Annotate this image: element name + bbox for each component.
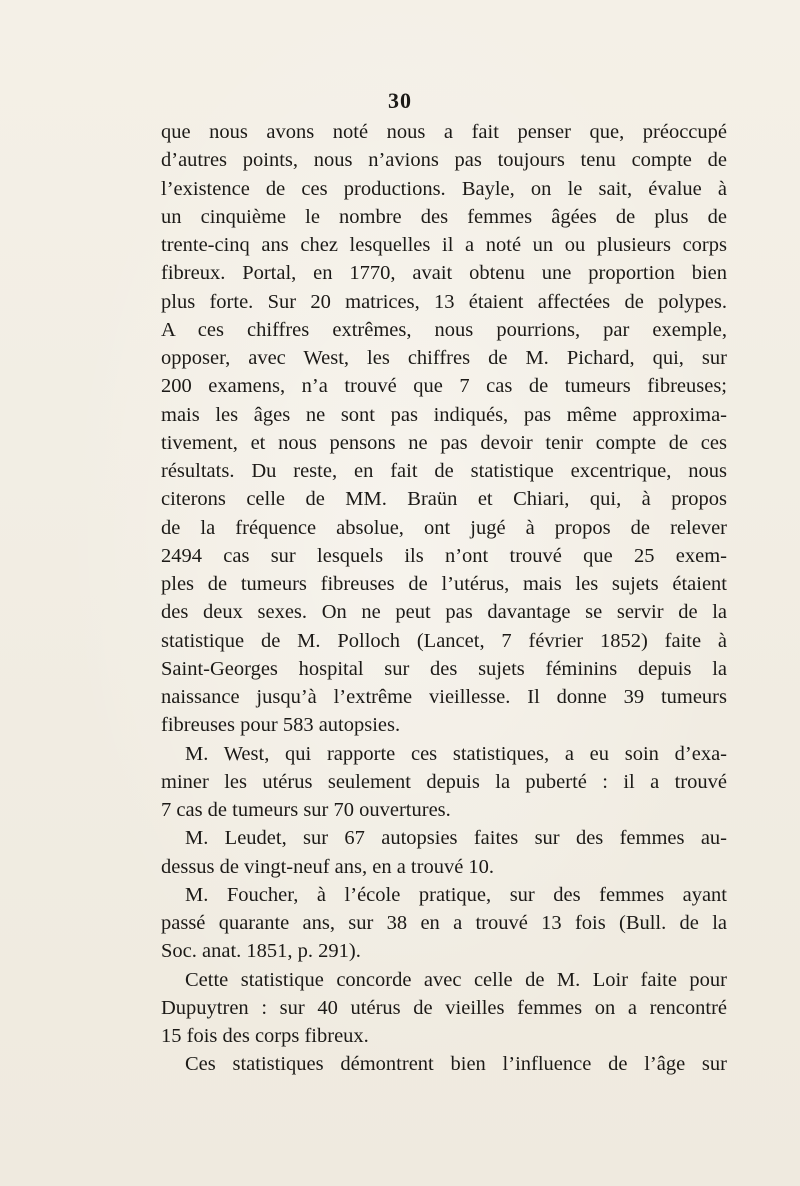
text-line: A ces chiffres extrêmes, nous pourrions, par exemple, [161, 318, 727, 341]
text-line: trente-cinq ans chez lesquelles il a noté un ou plusieurs corps [161, 234, 727, 256]
text-line: d’autres points, nous n’avions pas toujours tenu compte de [161, 149, 727, 172]
text-line: opposer, avec West, les chiffres de M. Pichard, qui, sur [161, 347, 727, 369]
text-line: ples de tumeurs fibreuses de l’utérus, mais les sujets étaient [161, 573, 727, 595]
text-line: des deux sexes. On ne peut pas davantage se servir de la [161, 601, 727, 624]
text-line: M. West, qui rapporte ces statistiques, a eu soin d’exa- [185, 742, 727, 765]
text-line: passé quarante ans, sur 38 en a trouvé 13 fois (Bull. de la [161, 912, 727, 934]
text-line: l’existence de ces productions. Bayle, on le sait, évalue à [161, 177, 727, 200]
text-line: naissance jusqu’à l’extrême vieillesse. Il donne 39 tumeurs [161, 686, 727, 708]
text-line: M. Leudet, sur 67 autopsies faites sur des femmes au- [185, 827, 727, 850]
text-line: tivement, et nous pensons ne pas devoir tenir compte de ces [161, 431, 727, 454]
text-line: fibreuses pour 583 autopsies. [161, 714, 401, 737]
text-line: Ces statistiques démontrent bien l’influence de l’âge sur [185, 1053, 727, 1076]
text-line: Saint-Georges hospital sur des sujets féminins depuis la [161, 657, 727, 680]
text-line: 2494 cas sur lesquels ils n’ont trouvé que 25 exem- [161, 544, 727, 567]
text-line: M. Foucher, à l’école pratique, sur des femmes ayant [185, 883, 727, 906]
text-line: que nous avons noté nous a fait penser que, préoccupé [161, 121, 727, 143]
text-line: fibreux. Portal, en 1770, avait obtenu une proportion bien [161, 262, 727, 285]
page-number: 30 [388, 88, 412, 113]
text-line: mais les âges ne sont pas indiqués, pas même approxima- [161, 403, 727, 426]
text-line: Cette statistique concorde avec celle de M. Loir faite pour [185, 968, 727, 991]
text-line: de la fréquence absolue, ont jugé à propos de relever [161, 516, 727, 539]
text-line: miner les utérus seulement depuis la puberté : il a trouvé [161, 770, 727, 793]
text-line: 200 examens, n’a trouvé que 7 cas de tumeurs fibreuses; [161, 375, 727, 398]
text-line: un cinquième le nombre des femmes âgées de plus de [161, 205, 727, 228]
text-line: Soc. anat. 1851, p. 291). [161, 940, 361, 963]
body-text [161, 118, 727, 1079]
text-line: 15 fois des corps fibreux. [161, 1025, 369, 1047]
text-line: statistique de M. Polloch (Lancet, 7 février 1852) faite à [161, 629, 727, 652]
text-line: Dupuytren : sur 40 utérus de vieilles femmes on a rencontré [161, 996, 727, 1019]
text-line: plus forte. Sur 20 matrices, 13 étaient affectées de polypes. [161, 290, 727, 313]
text-line: citerons celle de MM. Braün et Chiari, qui, à propos [161, 488, 727, 511]
text-line: 7 cas de tumeurs sur 70 ouvertures. [161, 799, 451, 821]
text-line: résultats. Du reste, en fait de statistique excentrique, nous [161, 460, 727, 482]
text-line: dessus de vingt-neuf ans, en a trouvé 10. [161, 855, 495, 878]
